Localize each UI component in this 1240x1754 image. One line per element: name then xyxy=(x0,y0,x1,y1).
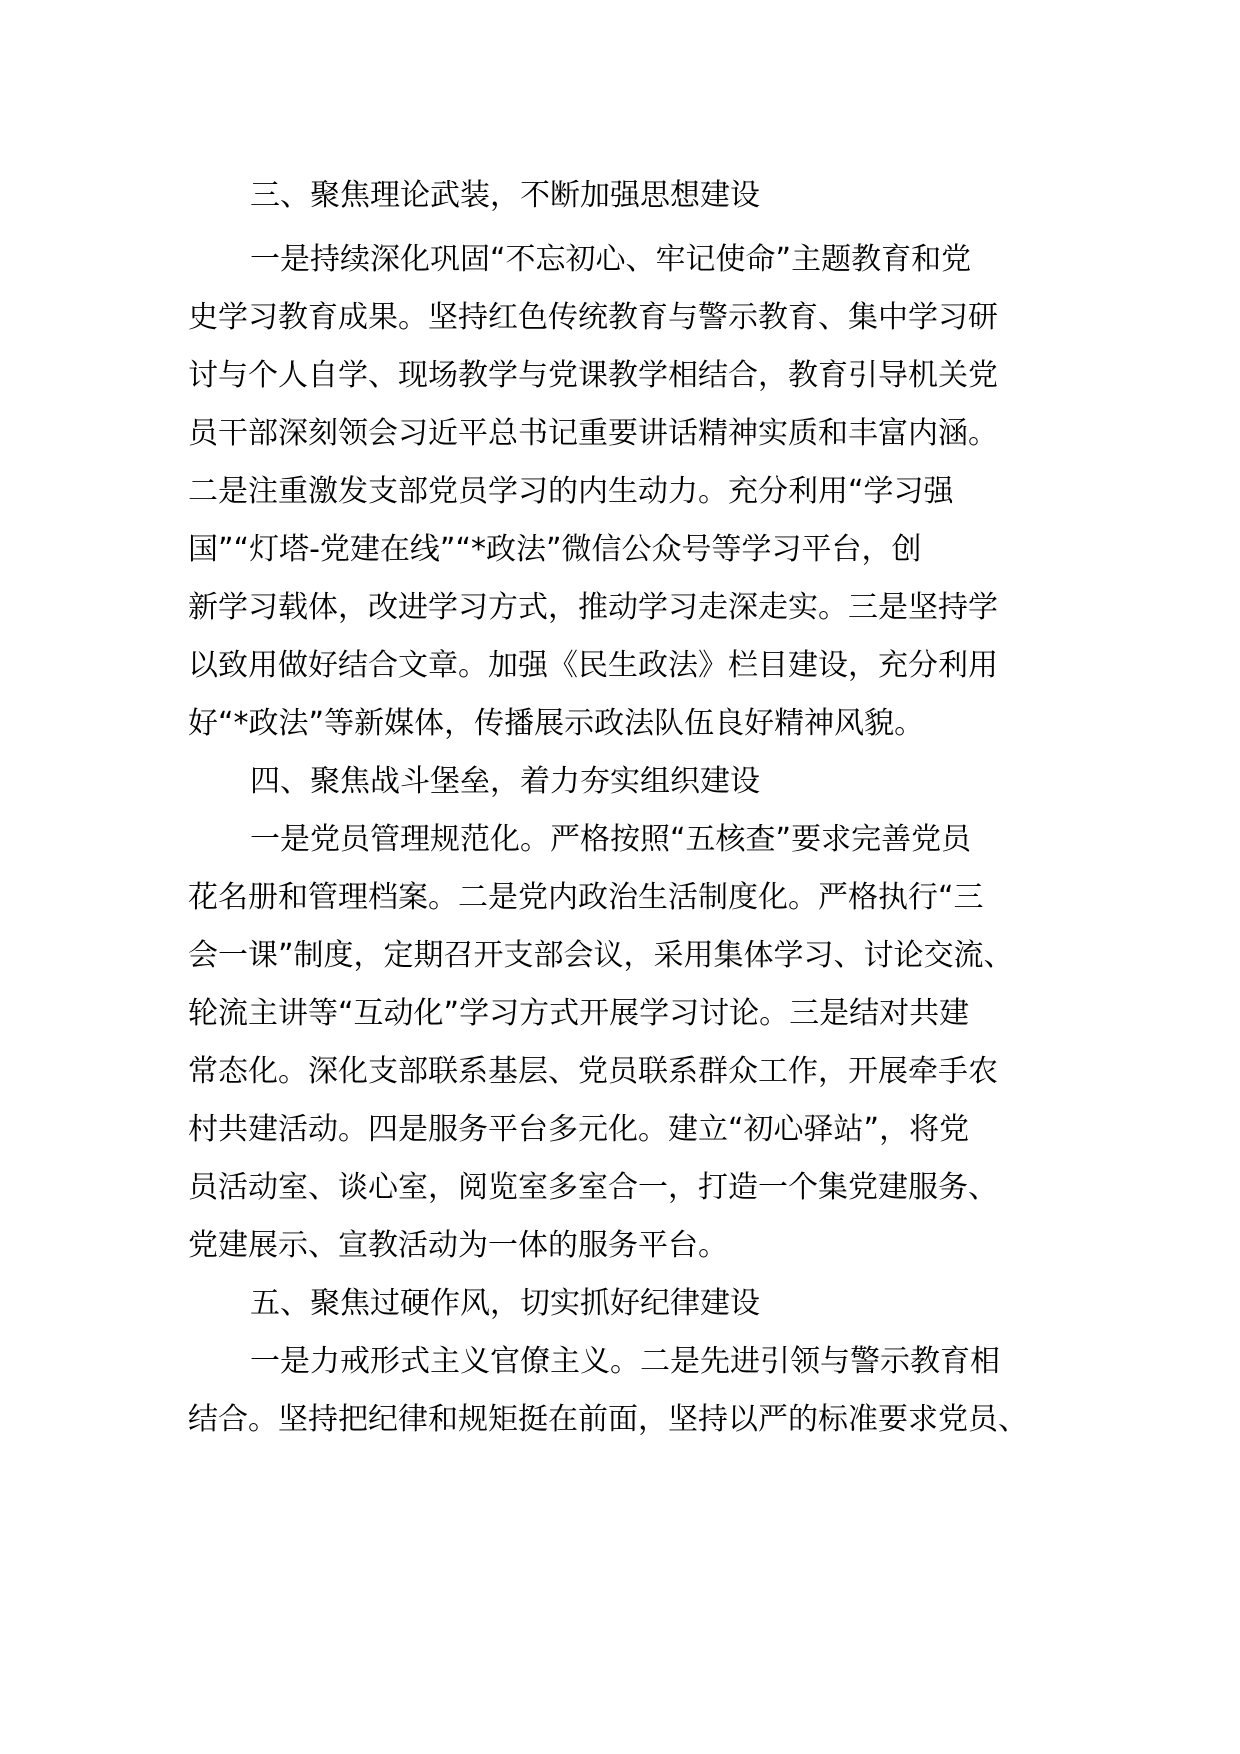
paragraph-line: 员干部深刻领会习近平总书记重要讲话精神实质和丰富内涵。 xyxy=(188,416,998,451)
paragraph-line: 党建展示、宣教活动为一体的服务平台。 xyxy=(188,1228,728,1263)
paragraph-line: 以致用做好结合文章。加强《民生政法》栏目建设，充分利用 xyxy=(188,648,998,683)
paragraph-line: 二是注重激发支部党员学习的内生动力。充分利用“学习强 xyxy=(188,474,954,509)
heading-section-5: 五、聚焦过硬作风，切实抓好纪律建设 xyxy=(250,1286,760,1321)
paragraph-line: 好“*政法”等新媒体，传播展示政法队伍良好精神风貌。 xyxy=(188,706,925,741)
paragraph-line: 新学习载体，改进学习方式，推动学习走深走实。三是坚持学 xyxy=(188,590,998,625)
paragraph-line: 村共建活动。四是服务平台多元化。建立“初心驿站”，将党 xyxy=(188,1112,970,1147)
paragraph-line: 结合。坚持把纪律和规矩挺在前面，坚持以严的标准要求党员、 xyxy=(188,1402,1028,1437)
paragraph-line: 轮流主讲等“互动化”学习方式开展学习讨论。三是结对共建 xyxy=(188,996,970,1031)
paragraph-line: 讨与个人自学、现场教学与党课教学相结合，教育引导机关党 xyxy=(188,358,998,393)
paragraph-line: 常态化。深化支部联系基层、党员联系群众工作，开展牵手农 xyxy=(188,1054,998,1089)
paragraph-line: 员活动室、谈心室，阅览室多室合一，打造一个集党建服务、 xyxy=(188,1170,998,1205)
paragraph-line: 会一课”制度，定期召开支部会议，采用集体学习、讨论交流、 xyxy=(188,938,1014,973)
paragraph-line: 史学习教育成果。坚持红色传统教育与警示教育、集中学习研 xyxy=(188,300,998,335)
paragraph-line: 花名册和管理档案。二是党内政治生活制度化。严格执行“三 xyxy=(188,880,984,915)
heading-section-4: 四、聚焦战斗堡垒，着力夯实组织建设 xyxy=(250,764,760,799)
paragraph-line: 一是持续深化巩固“不忘初心、牢记使命”主题教育和党 xyxy=(250,242,972,277)
paragraph-line: 国”“灯塔-党建在线”“*政法”微信公众号等学习平台，创 xyxy=(188,532,922,567)
paragraph-line: 一是力戒形式主义官僚主义。二是先进引领与警示教育相 xyxy=(250,1344,1000,1379)
heading-section-3: 三、聚焦理论武装，不断加强思想建设 xyxy=(250,178,760,213)
paragraph-line: 一是党员管理规范化。严格按照“五核查”要求完善党员 xyxy=(250,822,972,857)
